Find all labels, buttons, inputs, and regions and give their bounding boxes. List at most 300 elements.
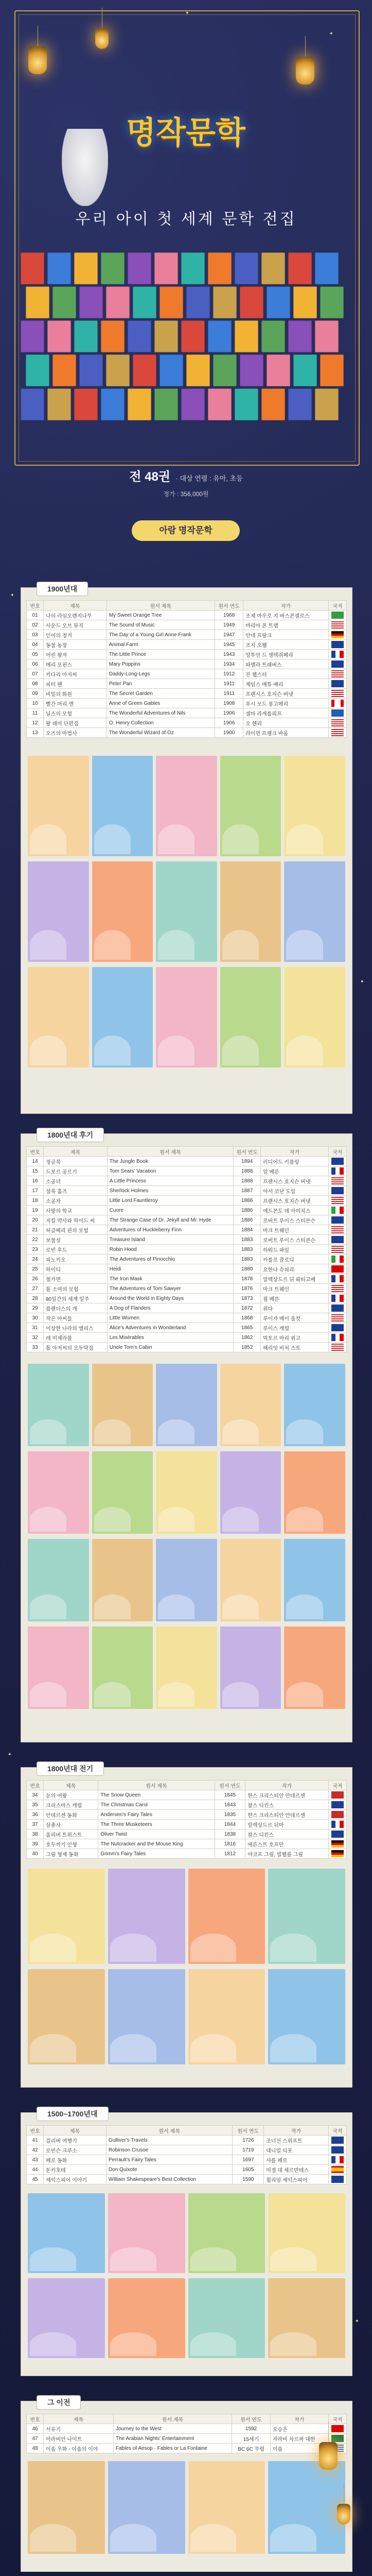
column-header: 번호 <box>27 1781 44 1790</box>
story-illustration <box>92 1539 153 1621</box>
original-title: William Shakespeare's Best Collection <box>106 2175 232 2184</box>
flag-icon <box>331 1304 344 1312</box>
book-cover <box>26 354 49 386</box>
nationality-flag <box>329 679 347 689</box>
original-year: 1865 <box>234 1323 261 1333</box>
star-icon: ✦ <box>8 1752 12 1757</box>
story-illustration <box>28 2193 105 2273</box>
logo <box>121 46 250 165</box>
original-title: My Sweet Orange Tree <box>107 611 215 620</box>
original-title: The Wonderful Wizard of Oz <box>107 728 215 738</box>
lantern-icon <box>296 57 314 84</box>
table-row <box>27 1800 347 1810</box>
flag-icon <box>331 1314 344 1321</box>
author: 야코프 그림, 빌헬름 그림 <box>245 1849 329 1859</box>
story-illustration <box>28 861 89 962</box>
table-row <box>27 1274 347 1284</box>
nationality-flag <box>329 2165 347 2175</box>
book-number: 26 <box>27 1274 44 1284</box>
column-header: 원서 연도 <box>234 1147 261 1157</box>
book-list-panel <box>21 1767 352 2088</box>
book-number: 07 <box>27 669 44 679</box>
book-cover <box>208 388 232 420</box>
story-illustration <box>220 1451 281 1534</box>
column-header: 원서 연도 <box>215 1781 245 1790</box>
story-illustration <box>188 1969 265 2064</box>
flag-icon <box>331 1295 344 1302</box>
story-illustration <box>92 1626 153 1709</box>
book-cover <box>293 354 317 386</box>
lantern-icon <box>95 28 109 49</box>
book-cover <box>133 354 156 386</box>
book-number: 27 <box>27 1284 44 1294</box>
book-number: 02 <box>27 620 44 630</box>
original-year: 1883 <box>234 1255 261 1264</box>
original-title: Mary Poppins <box>107 659 215 669</box>
book-cover <box>52 354 76 386</box>
table-row <box>27 2444 347 2453</box>
book-number: 33 <box>27 1343 44 1352</box>
column-header: 작가 <box>261 1147 329 1157</box>
original-title: Tom Sears' Vacation <box>107 1166 234 1176</box>
author: 셀마 라게를뢰프 <box>243 708 329 718</box>
column-header: 작가 <box>243 601 329 611</box>
hero-section <box>0 0 372 520</box>
original-year: 1816 <box>215 1839 245 1849</box>
story-illustration <box>156 1626 217 1709</box>
book-title: 지킬 박사와 하이드 씨 <box>44 1215 108 1225</box>
book-title: 안데르센 동화 <box>44 1810 98 1820</box>
book-number: 44 <box>27 2165 44 2175</box>
table-row <box>27 2434 347 2444</box>
story-illustration <box>28 1539 89 1621</box>
column-header: 제목 <box>44 2126 107 2136</box>
story-illustration <box>108 1969 185 2064</box>
table-row <box>27 2165 347 2175</box>
column-header: 번호 <box>27 2414 44 2424</box>
book-number: 24 <box>27 1255 44 1264</box>
original-year: 1908 <box>215 699 243 708</box>
original-title: The Nutcracker and the Mouse King <box>98 1839 215 1849</box>
table-row <box>27 1255 347 1264</box>
original-year: 1876 <box>234 1284 261 1294</box>
book-number: 23 <box>27 1245 44 1255</box>
nationality-flag <box>329 611 347 620</box>
book-cover <box>208 320 232 352</box>
column-header: 원서 연도 <box>233 2126 264 2136</box>
original-year: 1719 <box>233 2145 264 2155</box>
flag-icon <box>331 670 344 677</box>
book-number: 40 <box>27 1849 44 1859</box>
book-number: 12 <box>27 718 44 728</box>
star-icon: ✦ <box>360 979 364 984</box>
flag-icon <box>331 2435 344 2442</box>
book-title: 소공녀 <box>44 1176 108 1186</box>
table-row <box>27 1343 347 1352</box>
book-title: 삼총사 <box>44 1820 98 1829</box>
book-title: 호두까기 인형 <box>44 1839 98 1849</box>
book-title: 아라비안 나이트 <box>44 2434 114 2444</box>
book-title: 톰 아저씨의 오두막집 <box>44 1343 108 1352</box>
author: 조제 마우로 지 바스콘셀로스 <box>243 611 329 620</box>
book-cover <box>74 388 98 420</box>
original-title: The Wonderful Adventures of Nils <box>107 708 215 718</box>
brand-pill: 아람 명작문학 <box>132 520 240 541</box>
book-number: 15 <box>27 1166 44 1176</box>
original-year: 1862 <box>234 1333 261 1343</box>
column-header: 국적 <box>329 601 347 611</box>
nationality-flag <box>329 1820 347 1829</box>
nationality-flag <box>329 1810 347 1820</box>
book-title: 나의 라임오렌지나무 <box>44 611 107 620</box>
book-number: 30 <box>27 1313 44 1323</box>
flag-icon <box>331 1831 344 1838</box>
original-year: 1886 <box>234 1215 261 1225</box>
book-cover <box>267 354 290 386</box>
book-cover <box>160 354 183 386</box>
author: 마크 트웨인 <box>261 1225 329 1235</box>
book-list-panel <box>21 2112 352 2376</box>
book-cover <box>128 320 151 352</box>
column-header: 원서 제목 <box>98 1781 215 1790</box>
column-header: 작가 <box>245 1781 329 1790</box>
flag-icon <box>331 1256 344 1263</box>
author: 파멜라 트래버스 <box>243 659 329 669</box>
book-number: 21 <box>27 1225 44 1235</box>
flag-icon <box>331 719 344 726</box>
original-title: The Arabian Nights' Entertainment <box>113 2434 232 2444</box>
nationality-flag <box>329 728 347 738</box>
table-header-row <box>27 2414 347 2424</box>
book-number: 18 <box>27 1196 44 1206</box>
book-number: 46 <box>27 2424 44 2434</box>
book-cover <box>74 320 98 352</box>
author: 로버트 루이스 스티븐슨 <box>261 1215 329 1225</box>
column-header: 원서 제목 <box>106 2126 232 2136</box>
flag-icon <box>331 621 344 629</box>
book-title: 레 미제라블 <box>44 1333 108 1343</box>
author: 루이스 캐럴 <box>261 1323 329 1333</box>
author: 알렉상드르 뒤마 <box>245 1820 329 1829</box>
author: 해리엇 비처 스토 <box>261 1343 329 1352</box>
table-row <box>27 1313 347 1323</box>
author: 프랜시스 호지슨 버넷 <box>261 1196 329 1206</box>
story-illustration <box>188 1869 265 1964</box>
book-cover <box>186 354 210 386</box>
flag-icon <box>331 1344 344 1351</box>
nationality-flag <box>329 2155 347 2165</box>
flag-icon <box>331 1167 344 1175</box>
book-cover <box>101 388 125 420</box>
nationality-flag <box>329 1303 347 1313</box>
original-year: 1845 <box>215 1790 245 1800</box>
book-title: 작은 아씨들 <box>44 1313 108 1323</box>
author: 오 헨리 <box>243 718 329 728</box>
author: 러디어드 키플링 <box>261 1157 329 1166</box>
nationality-flag <box>329 1157 347 1166</box>
original-title: The Jungle Book <box>107 1157 234 1166</box>
nationality-flag <box>329 2175 347 2184</box>
original-year: 1968 <box>215 611 243 620</box>
flag-icon <box>331 2146 344 2154</box>
book-cover <box>240 286 263 318</box>
book-cover <box>160 286 183 318</box>
book-table <box>26 600 347 738</box>
table-row <box>27 689 347 699</box>
original-year: 15세기 <box>232 2434 271 2444</box>
column-header: 제목 <box>44 601 107 611</box>
story-illustration <box>284 756 345 856</box>
author: 루이자 메이 올컷 <box>261 1313 329 1323</box>
nationality-flag <box>329 630 347 640</box>
column-header: 작가 <box>264 2126 329 2136</box>
nationality-flag <box>329 1284 347 1294</box>
table-row <box>27 1820 347 1829</box>
original-title: The Snow Queen <box>98 1790 215 1800</box>
author: 알렉상드르 뒤 퐈티고베 <box>261 1274 329 1284</box>
book-cover <box>101 320 125 352</box>
book-cover <box>181 252 205 284</box>
book-cover <box>213 286 237 318</box>
table-row <box>27 1245 347 1255</box>
table-row <box>27 1225 347 1235</box>
book-cover <box>213 354 237 386</box>
book-cover <box>320 286 344 318</box>
story-illustration <box>108 2278 185 2358</box>
book-cover <box>288 252 312 284</box>
nationality-flag <box>329 1206 347 1215</box>
book-title: 왕 레미 단편집 <box>44 718 107 728</box>
original-year: 1878 <box>234 1274 261 1284</box>
original-title: Andersen's Fairy Tales <box>98 1810 215 1820</box>
column-header: 번호 <box>27 1147 44 1157</box>
logo-title: 명작문학 <box>126 115 245 151</box>
original-year: 1884 <box>234 1225 261 1235</box>
table-header-row <box>27 2126 347 2136</box>
table-row <box>27 1849 347 1859</box>
book-cover <box>288 320 312 352</box>
original-year: 1894 <box>234 1157 261 1166</box>
original-title: The Strange Case of Dr. Jekyll and Mr. Hyde <box>107 1215 234 1225</box>
table-row <box>27 2145 347 2155</box>
book-cover <box>235 320 258 352</box>
story-illustration <box>284 1451 345 1534</box>
book-number: 31 <box>27 1323 44 1333</box>
table-row <box>27 1839 347 1849</box>
star-icon: ✦ <box>10 592 14 598</box>
book-cover <box>21 252 44 284</box>
original-title: Don Quixote <box>106 2165 232 2175</box>
book-title: 이솝 우화 - 이솝의 이야 <box>44 2444 114 2453</box>
original-year: 1697 <box>233 2155 264 2165</box>
story-illustration <box>284 1626 345 1709</box>
nationality-flag <box>329 1800 347 1810</box>
book-number: 41 <box>27 2136 44 2145</box>
table-row <box>27 1810 347 1820</box>
book-covers-fan <box>21 242 351 459</box>
original-year: 1873 <box>234 1294 261 1303</box>
book-title: 서유기 <box>44 2424 114 2434</box>
hero-subtitle: 우리 아이 첫 세계 문학 전집 <box>75 210 297 228</box>
author: 라이먼 프랭크 바움 <box>243 728 329 738</box>
book-number: 06 <box>27 659 44 669</box>
original-title: Heidi <box>107 1264 234 1274</box>
flag-icon <box>331 1275 344 1282</box>
story-illustration <box>28 2461 105 2554</box>
nationality-flag <box>329 1839 347 1849</box>
book-table <box>26 2125 347 2184</box>
original-title: Little Women <box>107 1313 234 1323</box>
flag-icon <box>331 651 344 658</box>
original-title: A Little Princess <box>107 1176 234 1186</box>
story-illustration <box>92 756 153 856</box>
section-title: 1500~1700년대 <box>37 2107 109 2121</box>
original-year: 1943 <box>215 650 243 659</box>
book-number: 08 <box>27 679 44 689</box>
star-icon: ✦ <box>185 10 189 15</box>
book-title: 정글북 <box>44 1157 108 1166</box>
table-row <box>27 1829 347 1839</box>
nationality-flag <box>329 1343 347 1352</box>
story-illustration <box>28 1451 89 1534</box>
book-table <box>26 1780 347 1859</box>
book-cover <box>47 320 71 352</box>
book-title: 이상한 나라의 앨리스 <box>44 1323 108 1333</box>
original-year: BC 6C 무렵 <box>232 2444 271 2453</box>
flag-icon <box>331 641 344 648</box>
table-row <box>27 1186 347 1196</box>
book-cover <box>235 252 258 284</box>
book-title: 오즈의 마법사 <box>44 728 107 738</box>
nationality-flag <box>329 2424 347 2434</box>
author: 에른스트 호프만 <box>245 1839 329 1849</box>
story-illustration <box>284 1364 345 1446</box>
book-table <box>26 1146 347 1352</box>
table-row <box>27 2424 347 2434</box>
author: 쥘 베른 <box>261 1294 329 1303</box>
original-title: Sherlock Holmes <box>107 1186 234 1196</box>
original-year: 1886 <box>234 1206 261 1215</box>
book-number: 09 <box>27 689 44 699</box>
book-title: 사운드 오브 뮤직 <box>44 620 107 630</box>
nationality-flag <box>329 1294 347 1303</box>
author: 자라비 차르퍼 대한 <box>270 2434 328 2444</box>
flag-icon <box>331 1791 344 1799</box>
flag-icon <box>331 660 344 668</box>
original-title: The Christmas Carol <box>98 1800 215 1810</box>
flag-icon <box>331 1334 344 1341</box>
nationality-flag <box>329 689 347 699</box>
book-cover <box>240 354 263 386</box>
book-list-panel <box>21 1133 352 1742</box>
story-illustration <box>156 861 217 962</box>
original-year: 1906 <box>215 718 243 728</box>
story-illustration <box>92 1364 153 1446</box>
flag-icon <box>331 2176 344 2183</box>
author: 마크 트웨인 <box>261 1284 329 1294</box>
star-icon: ✦ <box>329 31 333 36</box>
book-cover <box>74 252 98 284</box>
original-year: 1726 <box>233 2136 264 2145</box>
story-illustration <box>92 967 153 1067</box>
book-title: 셜록 홈즈 <box>44 1186 108 1196</box>
book-cover <box>208 252 232 284</box>
story-illustration <box>156 756 217 856</box>
story-illustration <box>188 2278 265 2358</box>
original-year: 1886 <box>234 1196 261 1206</box>
story-illustration <box>28 2278 105 2358</box>
table-row <box>27 1235 347 1245</box>
book-number: 05 <box>27 650 44 659</box>
book-title: 허클베리 핀의 모험 <box>44 1225 108 1235</box>
book-cover <box>79 354 103 386</box>
book-cover <box>181 388 205 420</box>
original-year: 1880 <box>234 1264 261 1274</box>
author: 알 베른 <box>261 1166 329 1176</box>
original-year: 1868 <box>234 1313 261 1323</box>
book-number: 34 <box>27 1790 44 1800</box>
book-title: 피노키오 <box>44 1255 108 1264</box>
table-header-row <box>27 601 347 611</box>
original-title: Journey to the West <box>113 2424 232 2434</box>
flag-icon <box>331 1187 344 1194</box>
book-number: 13 <box>27 728 44 738</box>
original-title: Animal Farm <box>107 640 215 650</box>
original-title: Les Misérables <box>107 1333 234 1343</box>
story-illustration <box>92 1451 153 1534</box>
book-title: 드보르 공르기 <box>44 1166 108 1176</box>
story-illustration <box>268 2193 345 2273</box>
story-illustration <box>284 967 345 1067</box>
flag-icon <box>331 729 344 736</box>
book-cover <box>79 286 103 318</box>
book-cover <box>315 388 339 420</box>
original-year: 1835 <box>215 1810 245 1820</box>
book-title: 피터 팬 <box>44 679 107 689</box>
section-title: 그 이전 <box>37 2395 81 2410</box>
original-title: Adventures of Huckleberry Finn <box>107 1225 234 1235</box>
column-header: 원서 연도 <box>215 601 243 611</box>
table-row <box>27 1284 347 1294</box>
nationality-flag <box>329 620 347 630</box>
book-cover <box>186 286 210 318</box>
book-cover <box>106 286 130 318</box>
book-number: 25 <box>27 1264 44 1274</box>
story-illustration <box>108 2193 185 2273</box>
flag-icon <box>331 1265 344 1273</box>
original-year: 1590 <box>233 2175 264 2184</box>
book-number: 16 <box>27 1176 44 1186</box>
story-illustration <box>220 967 281 1067</box>
book-number: 03 <box>27 630 44 640</box>
story-illustration <box>268 2278 345 2358</box>
nationality-flag <box>329 699 347 708</box>
book-title: 로빈 후드 <box>44 1245 108 1255</box>
author: 앙투안 드 생텍쥐페리 <box>243 650 329 659</box>
author: 카를로 콜로디 <box>261 1255 329 1264</box>
story-illustration <box>268 1969 345 2064</box>
author: 아서 코난 도일 <box>261 1186 329 1196</box>
rabbit-illustration <box>62 129 108 206</box>
author: 위다 <box>261 1303 329 1313</box>
book-title: 80일간의 세계 일주 <box>44 1294 108 1303</box>
original-title: Robinson Crusoe <box>106 2145 232 2155</box>
book-cover <box>128 388 151 420</box>
nationality-flag <box>329 718 347 728</box>
book-title: 로빈슨 크루소 <box>44 2145 107 2155</box>
book-list-panel <box>21 2398 352 2572</box>
column-header: 국적 <box>329 1781 347 1790</box>
